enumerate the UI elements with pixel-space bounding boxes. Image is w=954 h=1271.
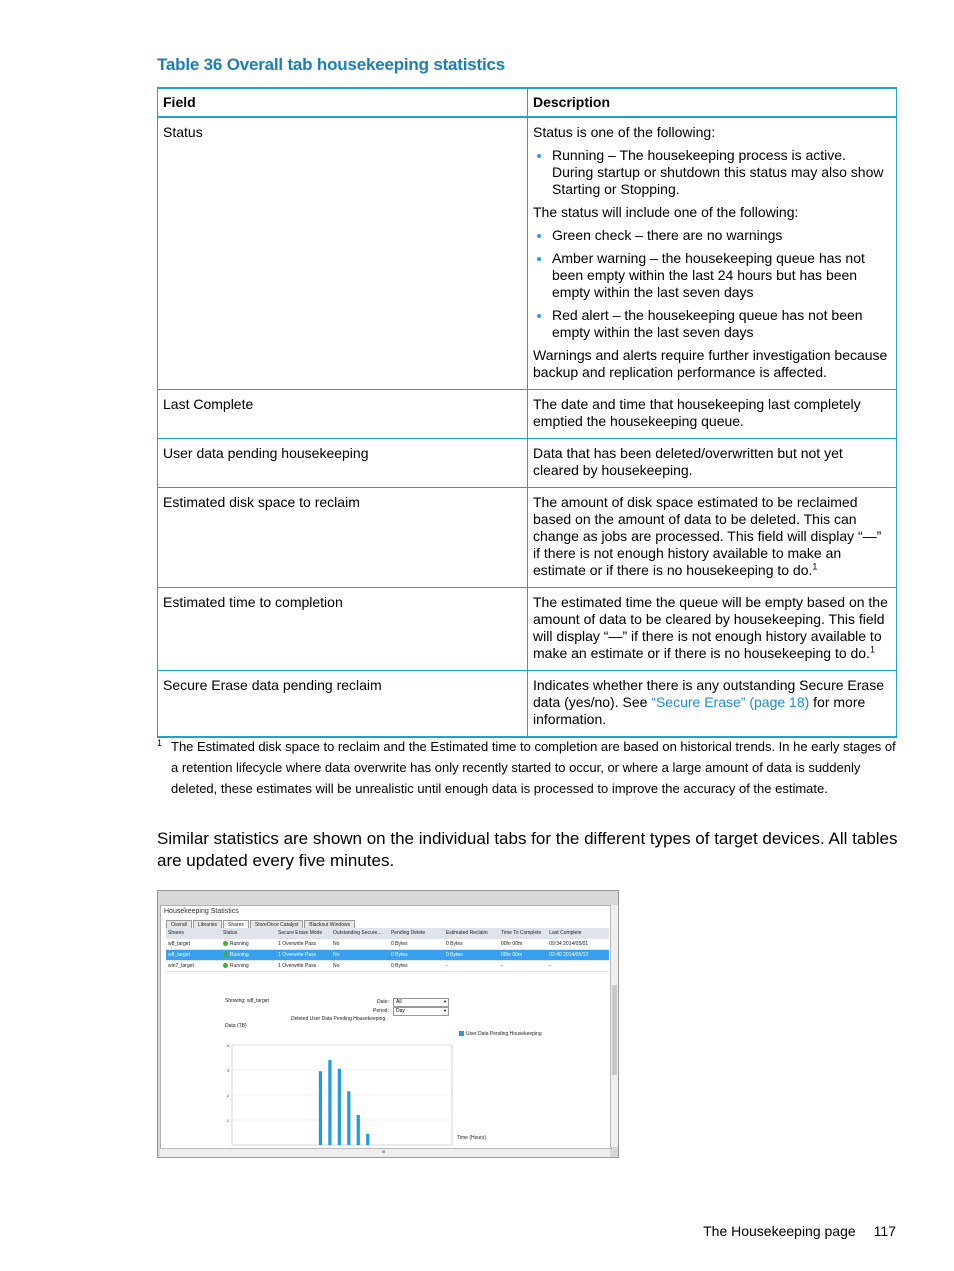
grid-cell-text: 0 Bytes [445, 941, 463, 947]
footnote [157, 736, 897, 799]
field-cell: User data pending housekeeping [158, 439, 528, 488]
tab-storeonce-catalyst[interactable]: StoreOnce Catalyst [250, 920, 303, 930]
chart-bar [357, 1115, 360, 1145]
column-header[interactable]: Time To Complete [500, 930, 542, 936]
grid-cell-text: Running [230, 963, 249, 969]
column-header[interactable]: Estimated Reclaim [445, 930, 488, 936]
y-tick-label: 3 [226, 1068, 229, 1073]
table-row [158, 439, 897, 488]
chart-bar [319, 1071, 322, 1145]
tab-overall[interactable]: Overall [166, 920, 192, 930]
grid-cell-text: 0 Bytes [390, 963, 408, 969]
description-cell [528, 671, 897, 738]
chart-bar [366, 1134, 369, 1145]
field-cell: Estimated time to completion [158, 588, 528, 671]
grid-cell-text: No [333, 952, 340, 958]
table-header-row [158, 88, 897, 117]
description-text: Indicates whether there is any outstanding Secure Erase data (yes/no). See [533, 677, 884, 710]
chevron-down-icon: ▼ [443, 1008, 447, 1013]
status-list-2 [533, 227, 891, 341]
grid-cell-text: Running [230, 952, 249, 958]
status-list-1 [533, 147, 891, 198]
chart-bar [328, 1060, 331, 1145]
grid-cell-text: w8_target [168, 941, 190, 947]
footnote-ref: 1 [812, 561, 818, 572]
list-item: Green check – there are no warnings [533, 227, 891, 244]
vertical-scrollbar[interactable] [610, 905, 618, 1147]
column-header[interactable]: Last Complete [549, 930, 582, 936]
grid-cell-text: - [549, 963, 551, 969]
field-cell: Estimated disk space to reclaim [158, 488, 528, 588]
field-cell: Secure Erase data pending reclaim [158, 671, 528, 738]
footnote-text: The Estimated disk space to reclaim and the Estimated time to completion are based on historical trends. In he early stages of a retention lifecycle where data overwrite has only recently started to occur, or where a large amount of data is suddenly deleted, these estimates will be unrealistic until enough data is processed to improve the accuracy of the estimate. [171, 739, 896, 796]
table-row [158, 117, 897, 390]
date-label: Date: [377, 999, 389, 1005]
grid-cell-text: No [333, 963, 340, 969]
description-cell: The date and time that housekeeping last completely emptied the housekeeping queue. [528, 390, 897, 439]
grid-cell-text: 0 Bytes [390, 952, 408, 958]
status-outro: Warnings and alerts require further investigation because backup and replication performance is affected. [533, 347, 888, 380]
list-item: Red alert – the housekeeping queue has not been empty within the last seven days [533, 307, 891, 341]
table-row [158, 588, 897, 671]
description-text: for more information. [533, 694, 866, 727]
field-cell: Last Complete [158, 390, 528, 439]
chart-title: Deleted User Data Pending Housekeeping [291, 1016, 386, 1022]
field-cell: Status [158, 117, 528, 390]
secure-erase-link[interactable]: “Secure Erase” (page 18) [651, 694, 810, 710]
housekeeping-screenshot [157, 890, 619, 1158]
column-header[interactable]: Pending Delete [390, 930, 426, 936]
page-number: 117 [873, 1223, 896, 1239]
column-header[interactable]: Status [223, 930, 238, 936]
body-paragraph: Similar statistics are shown on the individual tabs for the different types of target devices. All tables are updated every five minutes. [157, 829, 898, 870]
table-caption: Table 36 Overall tab housekeeping statistics [157, 55, 506, 74]
description-cell: Data that has been deleted/overwritten but not yet cleared by housekeeping. [528, 439, 897, 488]
description-cell [528, 488, 897, 588]
column-header[interactable]: Secure Erase Mode [278, 930, 323, 936]
grid-cell-text: 1 Overwrite Pass [278, 952, 317, 958]
y-tick-label: 4 [226, 1043, 229, 1048]
grid-cell-text: 09:34 2014/05/01 [549, 941, 589, 947]
grid-cell-text: No [333, 941, 340, 947]
tab-shares[interactable]: Shares [223, 920, 249, 930]
status-intro: Status is one of the following: [533, 124, 716, 140]
housekeeping-table [157, 87, 897, 738]
statistics-panel [160, 905, 612, 1149]
x-axis-label: Time (Hours) [457, 1135, 486, 1141]
tab-libraries[interactable]: Libraries [193, 920, 222, 930]
grid-cell-text: Running [230, 941, 249, 947]
page-footer [703, 1223, 896, 1239]
table-row [158, 390, 897, 439]
status-mid: The status will include one of the following: [533, 204, 799, 220]
description-cell [528, 588, 897, 671]
y-axis-label: Data (TB) [225, 1023, 247, 1029]
legend-label: User Data Pending Housekeeping [466, 1031, 542, 1037]
chevron-down-icon: ▼ [443, 999, 447, 1004]
column-header[interactable]: Outstanding Secure... [333, 930, 382, 936]
period-label: Period: [373, 1008, 389, 1014]
horizontal-scrollbar[interactable] [160, 1148, 610, 1157]
list-item: Running – The housekeeping process is active. During startup or shutdown this status may also show Starting or Stopping. [533, 147, 891, 198]
grid-cell-text: - [500, 963, 503, 969]
showing-label: Showing: w8_target [225, 998, 269, 1004]
footnote-ref: 1 [869, 644, 875, 655]
footer-section: The Housekeeping page [703, 1223, 856, 1239]
grid-cell-text: 0 Bytes [445, 952, 463, 958]
table-row [158, 488, 897, 588]
chart-bar [338, 1069, 341, 1145]
grid-cell-text: - [445, 963, 448, 969]
grid-cell-text: w8_target [168, 952, 190, 958]
description-cell [528, 117, 897, 390]
grid-cell-text: win7_target [168, 963, 194, 969]
date-value: All [396, 999, 402, 1005]
header-field: Field [158, 88, 528, 117]
grid-cell-text: 1 Overwrite Pass [278, 963, 317, 969]
period-value: Day [396, 1008, 405, 1014]
panel-title: Housekeeping Statistics [164, 908, 239, 915]
grid-cell-text: 0 Bytes [390, 941, 408, 947]
table-row [158, 671, 897, 738]
y-tick-label: 1 [226, 1118, 229, 1123]
chart-bar [347, 1091, 350, 1145]
list-item: Amber warning – the housekeeping queue has not been empty within the last 24 hours but has been empty within the last seven days [533, 250, 891, 301]
footnote-number: 1 [157, 738, 163, 748]
tab-blackout-windows[interactable]: Blackout Windows [304, 920, 355, 930]
grid-cell-text: 00hr 00m [500, 952, 523, 958]
grid-cell-text: 02:40 2014/05/13 [549, 952, 589, 958]
description-text: The amount of disk space estimated to be reclaimed based on the amount of data to be deleted. This can change as jobs are processed. This field will display “—” if there is not enough history available to make an estimate or if there is no housekeeping to do. [533, 494, 882, 578]
grid-cell-text: 1 Overwrite Pass [278, 941, 317, 947]
description-text: The estimated time the queue will be empty based on the amount of data to be cleared by housekeeping. This field will display “—” if there is not enough history available to make an estimate or if there is no housekeeping to do. [533, 594, 888, 661]
grid-cell-text: 00hr 00m [500, 941, 523, 947]
pending-chart [161, 906, 611, 1148]
y-tick-label: 2 [226, 1093, 229, 1098]
header-description: Description [528, 88, 897, 117]
scrollbar-thumb[interactable] [612, 985, 617, 1075]
scroll-grip-icon: III [382, 1149, 386, 1154]
column-header[interactable]: Shares [168, 930, 184, 936]
